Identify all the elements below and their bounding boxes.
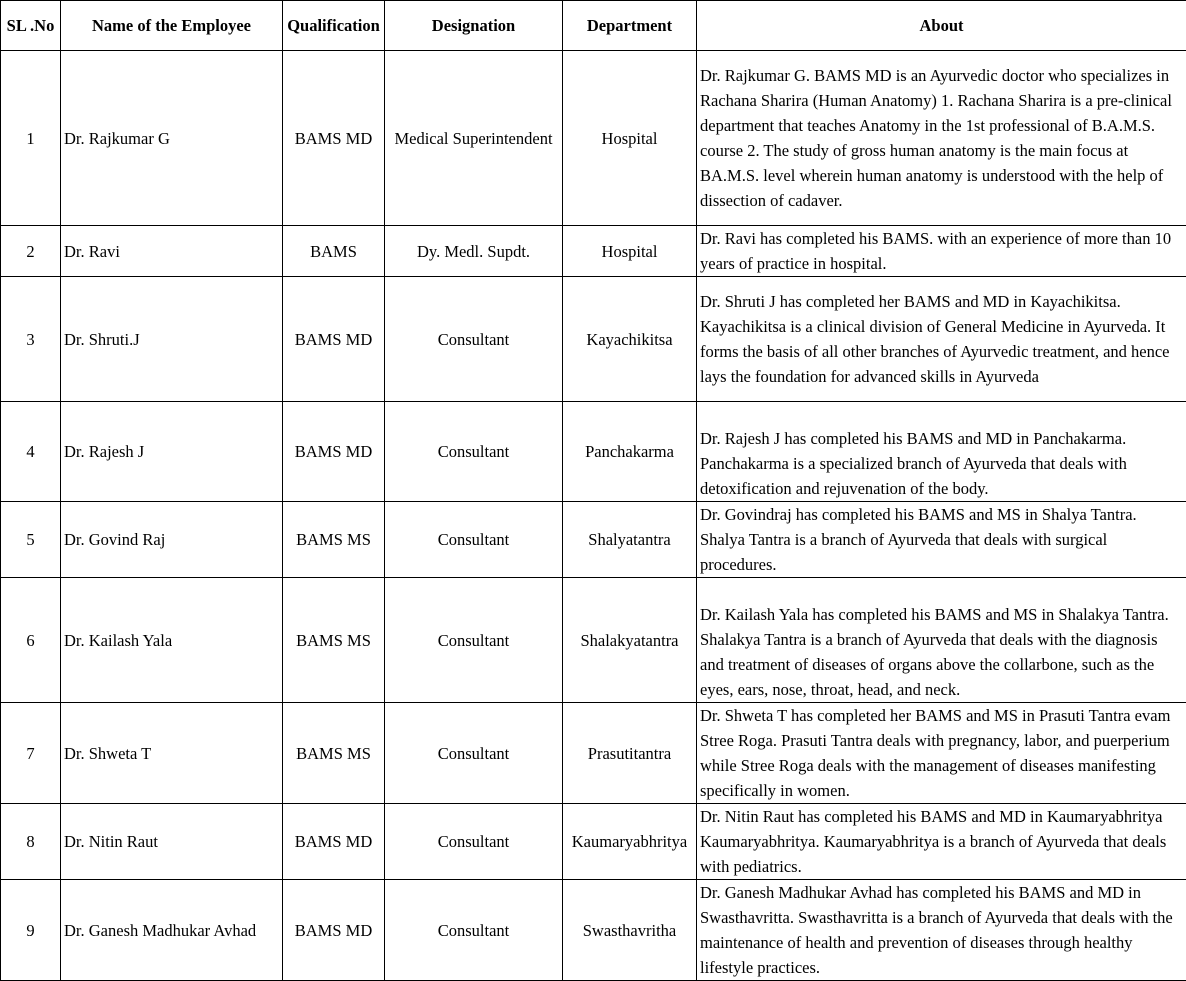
cell-department: Shalyatantra xyxy=(563,502,697,578)
cell-sl: 7 xyxy=(1,703,61,804)
cell-department: Panchakarma xyxy=(563,402,697,502)
cell-name: Dr. Shweta T xyxy=(61,703,283,804)
table-row xyxy=(1,578,1186,703)
table-row xyxy=(1,277,1186,402)
cell-name: Dr. Nitin Raut xyxy=(61,804,283,880)
cell-name: Dr. Kailash Yala xyxy=(61,578,283,703)
table-row xyxy=(1,51,1186,226)
cell-designation: Consultant xyxy=(385,703,563,804)
table-row xyxy=(1,880,1186,981)
table-row xyxy=(1,703,1186,804)
cell-about: Dr. Rajkumar G. BAMS MD is an Ayurvedic doctor who specializes in Rachana Sharira (Human Anatomy) 1. Rachana Sharira is a pre-clinical department that teaches Anatomy in the 1st professional of B.A.M.S. course 2. The study of gross human anatomy is the main focus at BA.M.S. level wherein human anatomy is understood with the help of dissection of cadaver. xyxy=(697,51,1186,226)
cell-qualification: BAMS MD xyxy=(283,277,385,402)
cell-designation: Dy. Medl. Supdt. xyxy=(385,226,563,277)
header-row xyxy=(1,1,1186,51)
cell-qualification: BAMS MD xyxy=(283,880,385,981)
cell-about: Dr. Rajesh J has completed his BAMS and MD in Panchakarma. Panchakarma is a specialized branch of Ayurveda that deals with detoxification and rejuvenation of the body. xyxy=(697,402,1186,502)
cell-about: Dr. Nitin Raut has completed his BAMS and MD in Kaumaryabhritya Kaumaryabhritya. Kaumaryabhritya is a branch of Ayurveda that deals with pediatrics. xyxy=(697,804,1186,880)
cell-qualification: BAMS xyxy=(283,226,385,277)
cell-sl: 9 xyxy=(1,880,61,981)
cell-department: Prasutitantra xyxy=(563,703,697,804)
cell-about: Dr. Govindraj has completed his BAMS and MS in Shalya Tantra. Shalya Tantra is a branch of Ayurveda that deals with surgical procedures. xyxy=(697,502,1186,578)
header-name: Name of the Employee xyxy=(61,1,283,51)
cell-qualification: BAMS MS xyxy=(283,502,385,578)
cell-department: Kaumaryabhritya xyxy=(563,804,697,880)
cell-name: Dr. Ravi xyxy=(61,226,283,277)
header-department: Department xyxy=(563,1,697,51)
cell-sl: 4 xyxy=(1,402,61,502)
header-qualification: Qualification xyxy=(283,1,385,51)
cell-name: Dr. Govind Raj xyxy=(61,502,283,578)
cell-designation: Medical Superintendent xyxy=(385,51,563,226)
cell-sl: 8 xyxy=(1,804,61,880)
cell-designation: Consultant xyxy=(385,880,563,981)
cell-about: Dr. Ravi has completed his BAMS. with an experience of more than 10 years of practice in hospital. xyxy=(697,226,1186,277)
table-row xyxy=(1,502,1186,578)
cell-qualification: BAMS MS xyxy=(283,703,385,804)
cell-designation: Consultant xyxy=(385,804,563,880)
table-row xyxy=(1,804,1186,880)
header-about: About xyxy=(697,1,1186,51)
cell-sl: 1 xyxy=(1,51,61,226)
cell-name: Dr. Rajesh J xyxy=(61,402,283,502)
cell-sl: 5 xyxy=(1,502,61,578)
cell-sl: 2 xyxy=(1,226,61,277)
cell-designation: Consultant xyxy=(385,402,563,502)
cell-qualification: BAMS MD xyxy=(283,402,385,502)
cell-department: Kayachikitsa xyxy=(563,277,697,402)
cell-department: Hospital xyxy=(563,51,697,226)
cell-about: Dr. Ganesh Madhukar Avhad has completed his BAMS and MD in Swasthavritta. Swasthavritta is a branch of Ayurveda that deals with the maintenance of health and prevention of diseases through healthy lifestyle practices. xyxy=(697,880,1186,981)
cell-department: Swasthavritha xyxy=(563,880,697,981)
cell-about: Dr. Shweta T has completed her BAMS and MS in Prasuti Tantra evam Stree Roga. Prasuti Tantra deals with pregnancy, labor, and puerperium while Stree Roga deals with the management of diseases manifesting specifically in women. xyxy=(697,703,1186,804)
cell-sl: 6 xyxy=(1,578,61,703)
cell-designation: Consultant xyxy=(385,502,563,578)
cell-name: Dr. Rajkumar G xyxy=(61,51,283,226)
cell-about: Dr. Shruti J has completed her BAMS and MD in Kayachikitsa. Kayachikitsa is a clinical division of General Medicine in Ayurveda. It forms the basis of all other branches of Ayurvedic treatment, and hence lays the foundation for advanced skills in Ayurveda xyxy=(697,277,1186,402)
table-row xyxy=(1,226,1186,277)
cell-department: Shalakyatantra xyxy=(563,578,697,703)
cell-designation: Consultant xyxy=(385,277,563,402)
header-designation: Designation xyxy=(385,1,563,51)
cell-sl: 3 xyxy=(1,277,61,402)
cell-name: Dr. Shruti.J xyxy=(61,277,283,402)
cell-qualification: BAMS MD xyxy=(283,51,385,226)
cell-about: Dr. Kailash Yala has completed his BAMS and MS in Shalakya Tantra. Shalakya Tantra is a branch of Ayurveda that deals with the diagnosis and treatment of diseases of organs above the collarbone, such as the eyes, ears, nose, throat, head, and neck. xyxy=(697,578,1186,703)
table-row xyxy=(1,402,1186,502)
cell-qualification: BAMS MS xyxy=(283,578,385,703)
cell-designation: Consultant xyxy=(385,578,563,703)
cell-department: Hospital xyxy=(563,226,697,277)
cell-qualification: BAMS MD xyxy=(283,804,385,880)
header-sl: SL .No xyxy=(1,1,61,51)
cell-name: Dr. Ganesh Madhukar Avhad xyxy=(61,880,283,981)
